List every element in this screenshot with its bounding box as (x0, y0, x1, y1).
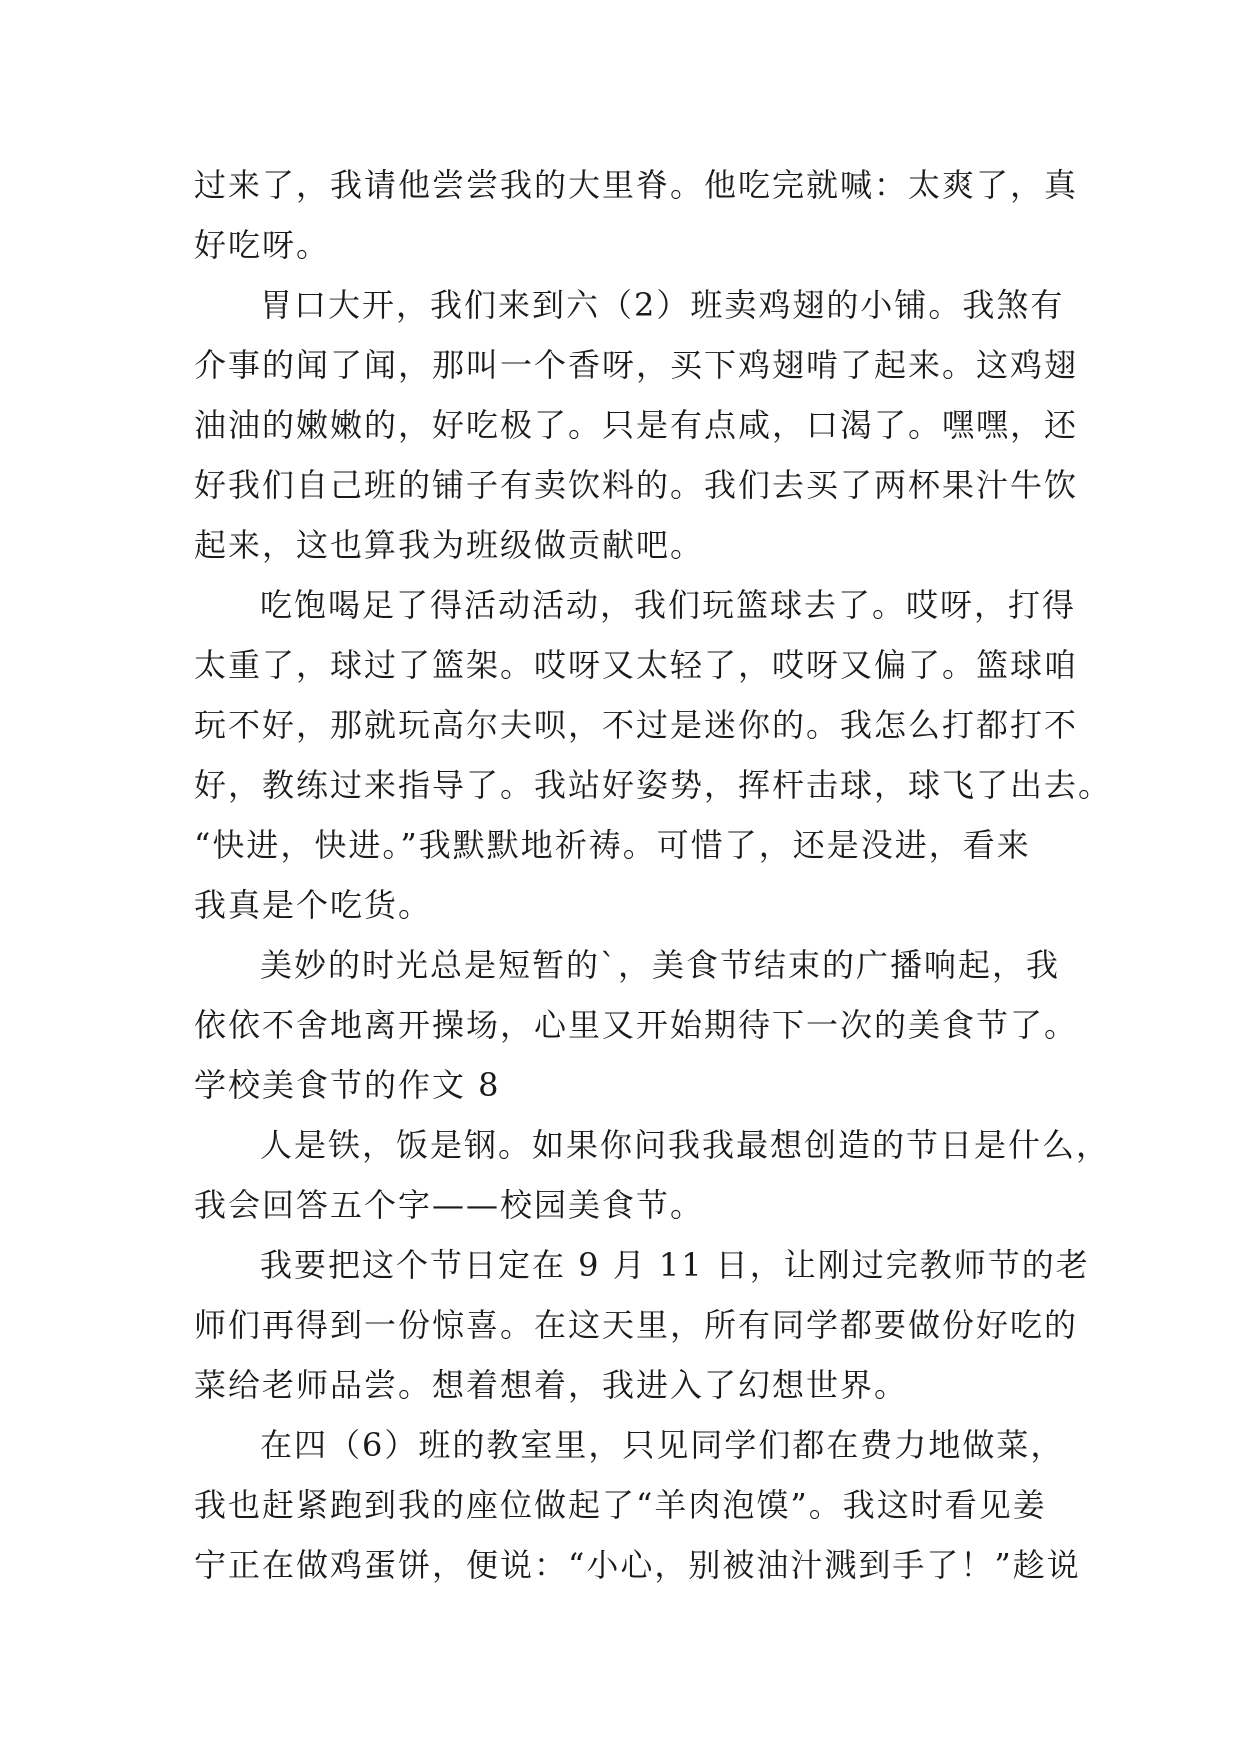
paragraph-start-line: 人是铁，饭是钢。如果你问我我最想创造的节日是什么， (260, 1126, 1111, 1164)
paragraph-start-line: 胃口大开，我们来到六（2）班卖鸡翅的小铺。我煞有 (260, 286, 1065, 324)
paragraph-start-line: 吃饱喝足了得活动活动，我们玩篮球去了。哎呀，打得 (260, 586, 1077, 624)
text-line: 师们再得到一份惊喜。在这天里，所有同学都要做份好吃的 (194, 1306, 1079, 1344)
text-line: 起来，这也算我为班级做贡献吧。 (194, 526, 705, 564)
text-line: 介事的闻了闻，那叫一个香呀，买下鸡翅啃了起来。这鸡翅 (194, 346, 1079, 384)
text-line: 我也赶紧跑到我的座位做起了“羊肉泡馍”。我这时看见姜 (194, 1486, 1047, 1524)
text-line: 好我们自己班的铺子有卖饮料的。我们去买了两杯果汁牛饮 (194, 466, 1079, 504)
text-line: 依依不舍地离开操场，心里又开始期待下一次的美食节了。 (194, 1006, 1079, 1044)
text-line: 太重了，球过了篮架。哎呀又太轻了，哎呀又偏了。篮球咱 (194, 646, 1079, 684)
text-line: 我会回答五个字——校园美食节。 (194, 1186, 705, 1224)
text-line: 油油的嫩嫩的，好吃极了。只是有点咸，口渴了。嘿嘿，还 (194, 406, 1079, 444)
text-line: 玩不好，那就玩高尔夫呗，不过是迷你的。我怎么打都打不 (194, 706, 1079, 744)
paragraph-start-line: 美妙的时光总是短暂的`，美食节结束的广播响起，我 (260, 946, 1061, 984)
paragraph-start-line: 我要把这个节日定在 9 月 11 日，让刚过完教师节的老 (260, 1246, 1090, 1284)
text-line: 好，教练过来指导了。我站好姿势，挥杆击球，球飞了出去。 (194, 766, 1113, 804)
text-line: 宁正在做鸡蛋饼，便说：“小心，别被油汁溅到手了！”趁说 (194, 1546, 1081, 1584)
paragraph-start-line: 在四（6）班的教室里，只见同学们都在费力地做菜， (260, 1426, 1065, 1464)
text-line: “快进，快进。”我默默地祈祷。可惜了，还是没进，看来 (194, 826, 1031, 864)
text-line: 菜给老师品尝。想着想着，我进入了幻想世界。 (194, 1366, 909, 1404)
text-line: 好吃呀。 (194, 226, 331, 264)
text-line: 过来了，我请他尝尝我的大里脊。他吃完就喊：太爽了，真 (194, 166, 1079, 204)
article-body (194, 155, 1113, 1595)
text-line: 我真是个吃货。 (194, 886, 433, 924)
section-heading: 学校美食节的作文 8 (194, 1066, 501, 1104)
